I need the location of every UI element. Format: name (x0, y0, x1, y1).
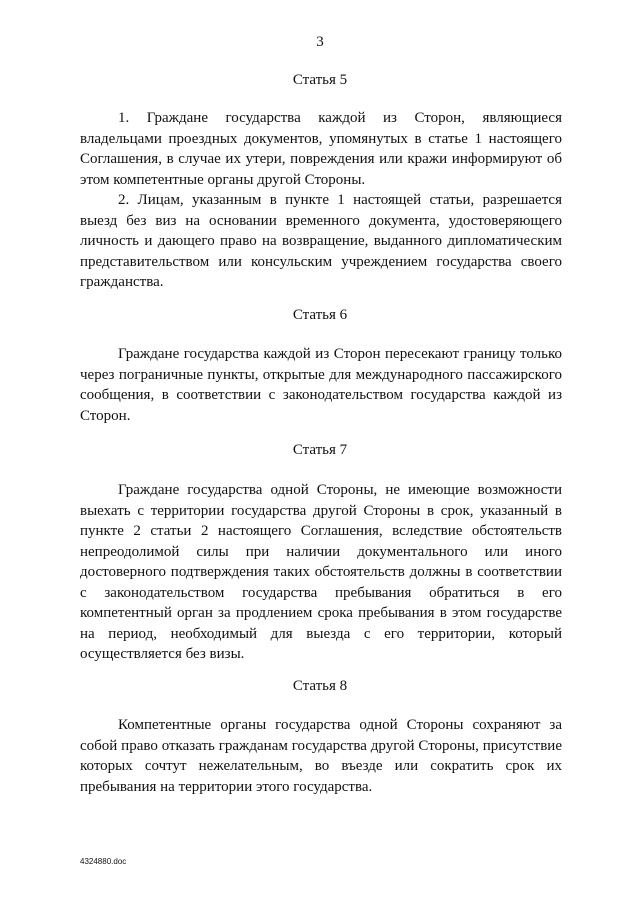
file-name-footer: 4324880.doc (80, 857, 127, 866)
article-5-heading: Статья 5 (292, 72, 348, 88)
article-8-paragraph-1: Компетентные органы государства одной Стороны сохраняют за собой право отказать гражданам государства другой Стороны, присутствие которых сочтут нежелательным, во въезде или сократить срок их пребывания на территории этого государства. (80, 717, 562, 795)
article-8-heading: Статья 8 (292, 678, 348, 694)
article-7-paragraph-1: Граждане государства одной Стороны, не имеющие возможности выехать с территории государства другой Стороны в срок, указанный в пункте 2 статьи 2 настоящего Соглашения, вследствие обстоятельств непреодолимой силы при наличии документального или иного достоверного подтверждения таких обстоятельств должны в соответствии с законодательством государства пребывания обратиться в его компетентный орган за продлением срока пребывания в этом государстве на период, необходимый для выезда с его территории, который осуществляется без визы. (80, 482, 562, 662)
article-5-paragraph-1: 1. Граждане государства каждой из Сторон, являющиеся владельцами проездных документов, упомянутых в статье 1 настоящего Соглашения, в случае их утери, повреждения или кражи информируют об этом компетентные органы другой Стороны. (80, 110, 562, 188)
article-5-paragraph-2: 2. Лицам, указанным в пункте 1 настоящей статьи, разрешается выезд без виз на основании временного документа, удостоверяющего личность и дающего право на возвращение, выданного дипломатическим представительством или консульским учреждением государства своего гражданства. (80, 192, 562, 290)
article-7-heading: Статья 7 (292, 442, 348, 458)
article-6-heading: Статья 6 (292, 307, 348, 323)
article-6-paragraph-1: Граждане государства каждой из Сторон пересекают границу только через пограничные пункты, открытые для международного пассажирского сообщения, в соответствии с законодательством государства каждой из Сторон. (80, 346, 562, 424)
page-number: 3 (316, 34, 324, 50)
